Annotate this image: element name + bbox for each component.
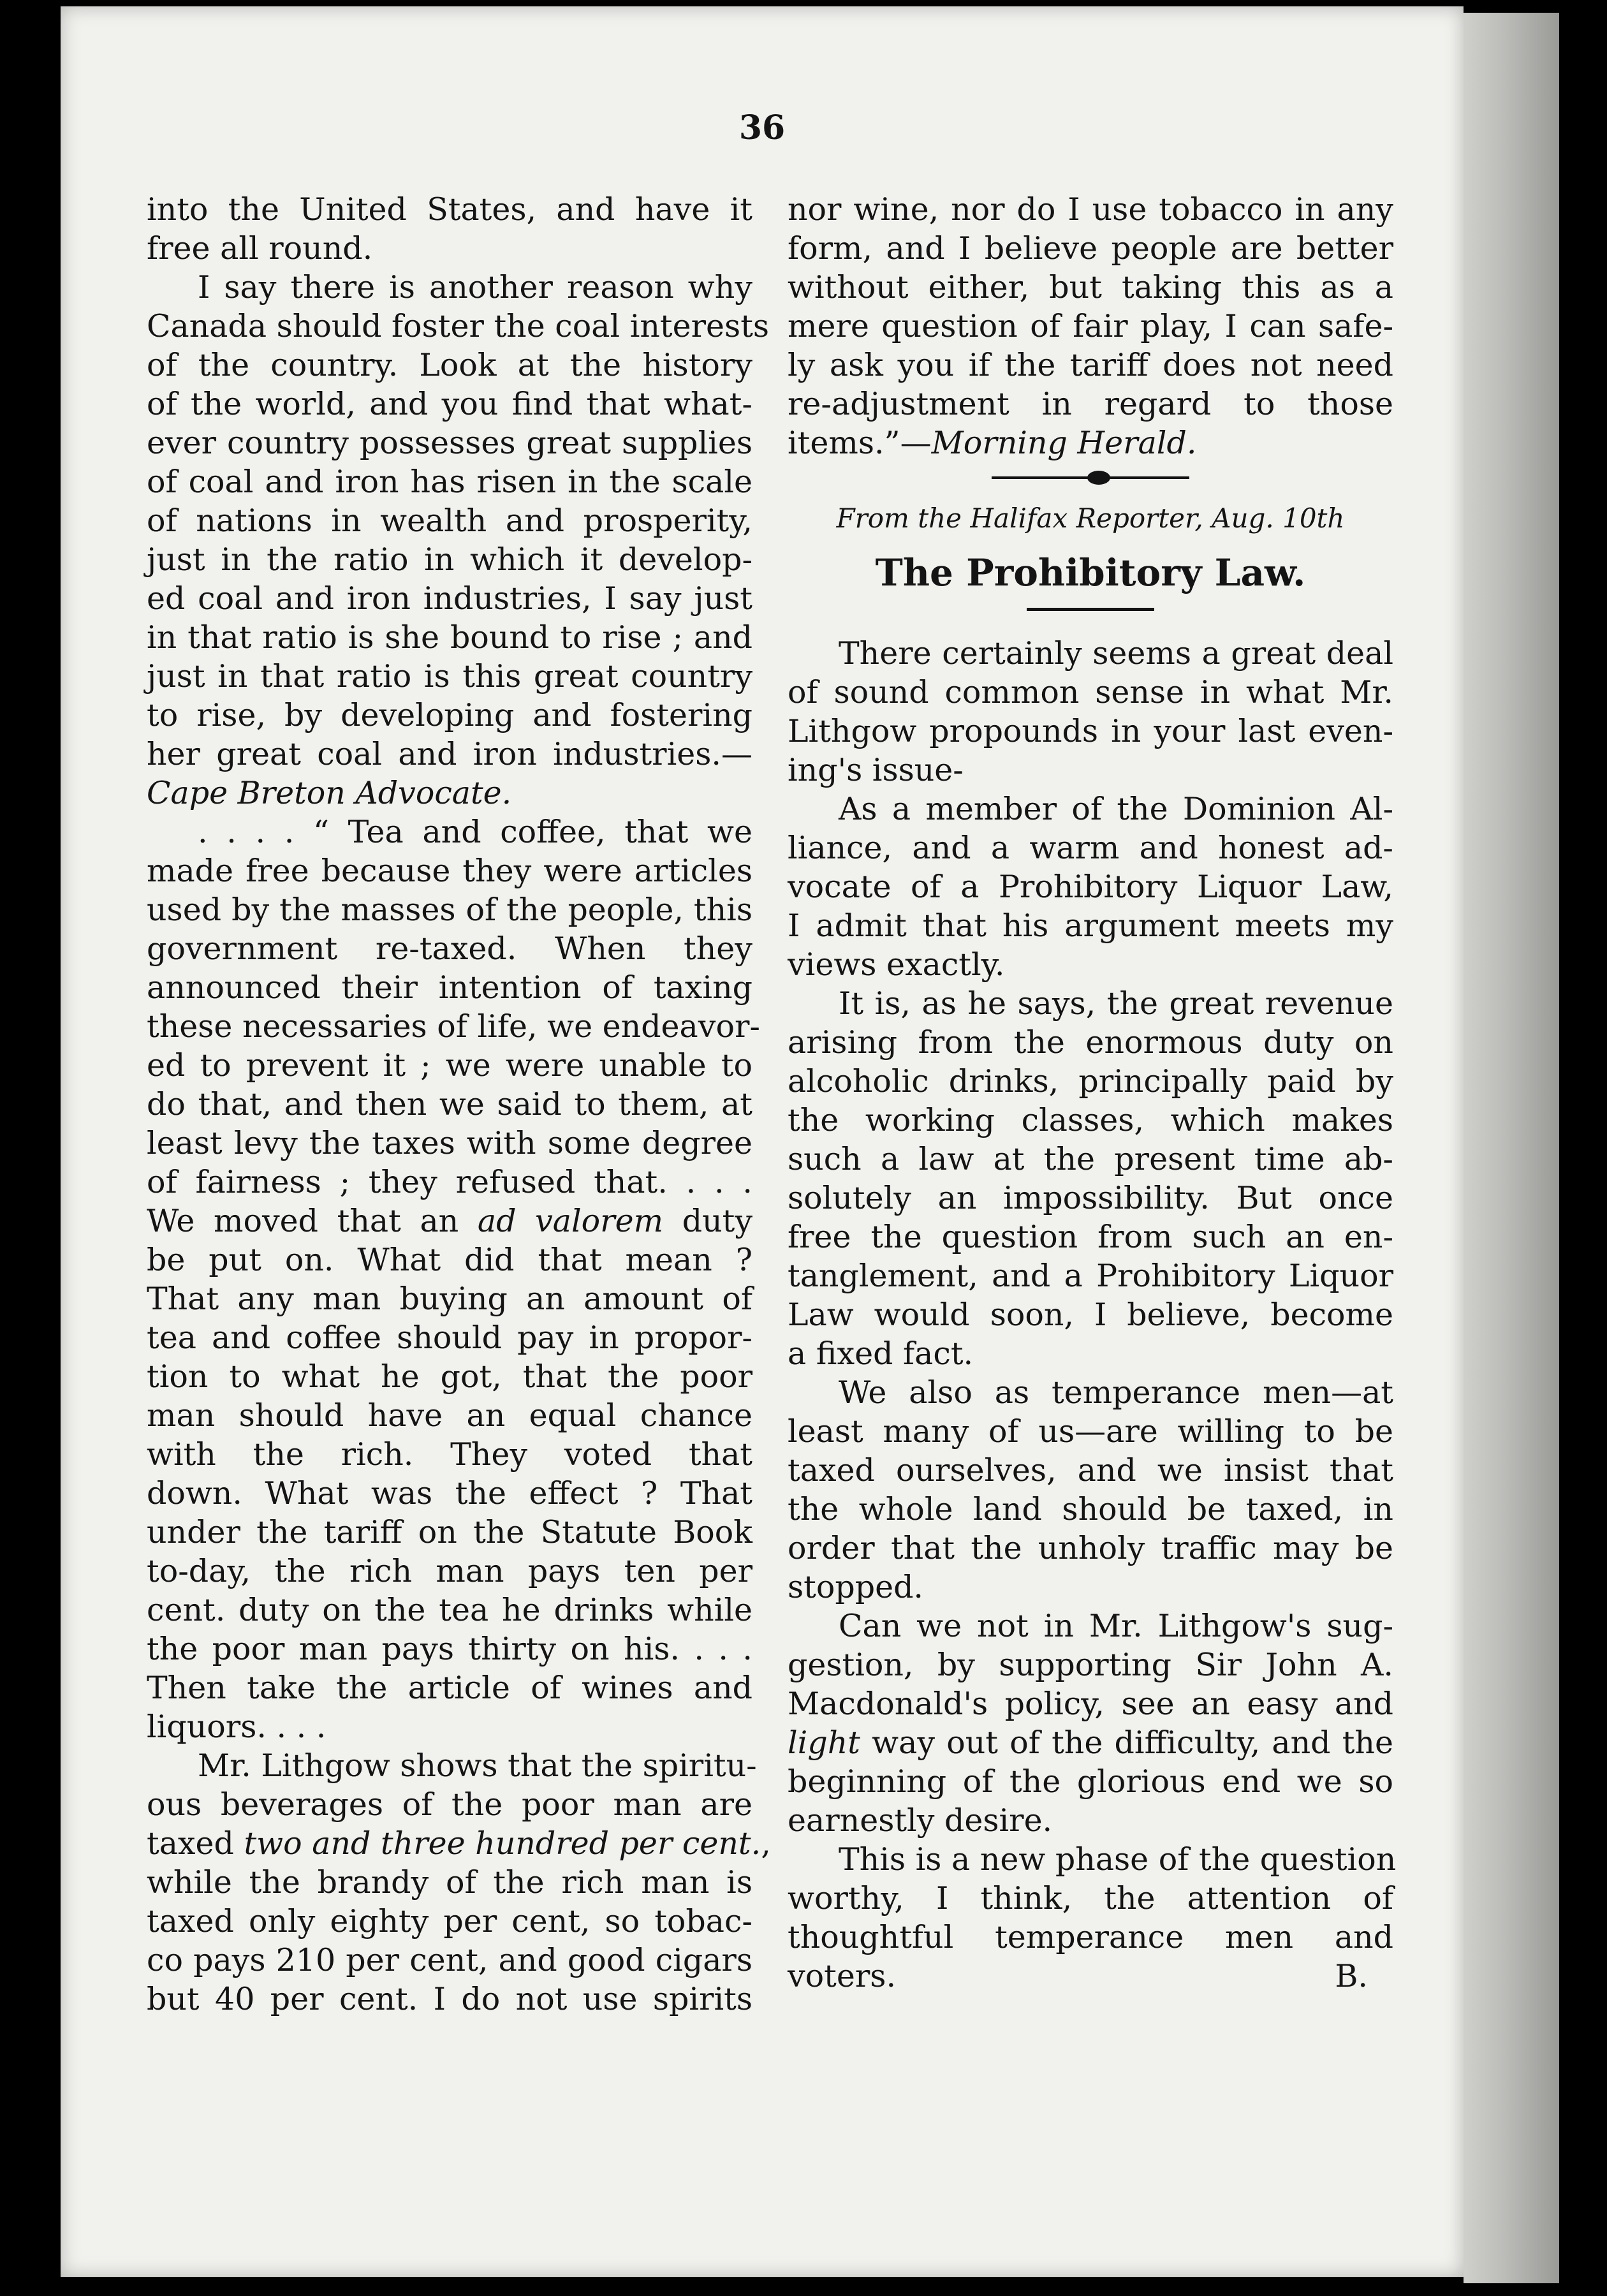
right-column	[788, 190, 1397, 1996]
text-line: I say there is another reason why	[198, 269, 752, 305]
text-line: earnestly desire.	[788, 1802, 1053, 1839]
text-line: with the rich. They voted that	[147, 1436, 752, 1473]
text-line: while the brandy of the rich man is	[147, 1864, 752, 1901]
text-line: of coal and iron has risen in the scale	[147, 464, 752, 500]
text-line: re-adjustment in regard to those	[788, 386, 1393, 422]
text-line: As a member of the Dominion Al-	[839, 791, 1393, 827]
text-line: stopped.	[788, 1569, 924, 1605]
text-line: announced their intention of taxing	[147, 969, 752, 1006]
text-line: but 40 per cent. I do not use spirits	[147, 1981, 752, 2017]
divider-ornament	[1087, 471, 1110, 485]
text-line: ous beverages of the poor man are	[147, 1786, 752, 1823]
adjacent-page-edge	[1464, 13, 1559, 2283]
text-line: alcoholic drinks, principally paid by	[788, 1063, 1393, 1100]
text-line: free the question from such an en-	[788, 1219, 1393, 1255]
text-line: I admit that his argument meets my	[788, 908, 1393, 944]
text-line: just in that ratio is this great country	[147, 658, 752, 695]
previous-article-continuation	[788, 190, 1393, 462]
text-line: ing's issue-	[788, 752, 964, 788]
scan-border-right	[1559, 0, 1607, 2296]
text-line: co pays 210 per cent, and good cigars	[147, 1942, 752, 1978]
text-line: into the United States, and have it	[147, 191, 752, 228]
text-line: gestion, by supporting Sir John A.	[788, 1647, 1393, 1683]
text-line: the poor man pays thirty on his. . . .	[147, 1631, 752, 1667]
text-line: taxed two and three hundred per cent.,	[147, 1825, 771, 1862]
text-line: Macdonald's policy, see an easy and	[788, 1686, 1393, 1722]
text-line: taxed only eighty per cent, so tobac-	[147, 1903, 752, 1939]
text-line: least levy the taxes with some degree	[147, 1125, 752, 1161]
text-line: ly ask you if the tariff does not need	[788, 347, 1393, 383]
text-line: the whole land should be taxed, in	[788, 1491, 1393, 1527]
text-line: That any man buying an amount of	[147, 1281, 752, 1317]
article-headline: The Prohibitory Law.	[875, 551, 1306, 594]
article-body	[788, 634, 1397, 1957]
text-line: Lithgow propounds in your last even-	[788, 713, 1393, 749]
text-line: government re-taxed. When they	[147, 931, 752, 967]
text-line: vocate of a Prohibitory Liquor Law,	[788, 869, 1393, 905]
scan-border-left	[0, 0, 61, 2296]
text-line: thoughtful temperance men and	[788, 1919, 1393, 1955]
text-line: worthy, I think, the attention of	[788, 1880, 1393, 1917]
text-line: Can we not in Mr. Lithgow's sug-	[839, 1608, 1393, 1644]
text-line: made free because they were articles	[147, 853, 752, 889]
text-line: Canada should foster the coal interests	[147, 308, 770, 344]
page-number: 36	[738, 108, 786, 147]
text-line: in that ratio is she bound to rise ; and	[147, 619, 752, 656]
signature: B.	[1335, 1958, 1368, 1994]
text-line: ever country possesses great supplies	[147, 425, 752, 461]
text-line: This is a new phase of the question	[839, 1841, 1397, 1878]
text-line: liance, and a warm and honest ad-	[788, 830, 1393, 866]
text-line: form, and I believe people are better	[788, 230, 1393, 267]
text-line: taxed ourselves, and we insist that	[788, 1452, 1393, 1489]
text-line: the working classes, which makes	[788, 1102, 1393, 1138]
document-page	[61, 6, 1464, 2277]
text-line: without either, but taking this as a	[788, 269, 1393, 305]
text-line: least many of us—are willing to be	[788, 1413, 1393, 1450]
text-line: tanglement, and a Prohibitory Liquor	[788, 1258, 1393, 1294]
text-line: light way out of the difficulty, and the	[788, 1725, 1393, 1761]
text-line: Law would soon, I believe, become	[788, 1297, 1393, 1333]
text-line: down. What was the effect ? That	[147, 1475, 752, 1512]
text-line: to-day, the rich man pays ten per	[147, 1553, 752, 1589]
text-line: man should have an equal chance	[147, 1397, 752, 1434]
left-column	[147, 190, 771, 2019]
text-line: under the tariff on the Statute Book	[147, 1514, 752, 1550]
text-line: of sound common sense in what Mr.	[788, 674, 1393, 710]
text-line: tion to what he got, that the poor	[147, 1358, 752, 1395]
text-line: . . . . “ Tea and coffee, that we	[198, 814, 752, 850]
text-line: such a law at the present time ab-	[788, 1141, 1393, 1177]
closing-text: voters.	[788, 1958, 897, 1994]
text-line: nor wine, nor do I use tobacco in any	[788, 191, 1393, 228]
text-line: of the country. Look at the history	[147, 347, 752, 383]
text-line: do that, and then we said to them, at	[147, 1086, 752, 1122]
text-line: items.”—Morning Herald.	[788, 425, 1197, 461]
text-line: a fixed fact.	[788, 1336, 974, 1372]
text-line: cent. duty on the tea he drinks while	[147, 1592, 752, 1628]
text-line: There certainly seems a great deal	[839, 635, 1393, 672]
headline-underline-rule	[1027, 608, 1154, 611]
text-line: her great coal and iron industries.—	[147, 736, 752, 772]
text-line: We moved that an ad valorem duty	[147, 1203, 753, 1239]
text-line: liquors. . . .	[147, 1709, 327, 1745]
text-line: beginning of the glorious end we so	[788, 1763, 1393, 1800]
text-line: just in the ratio in which it develop-	[147, 541, 752, 578]
text-line: arising from the enormous duty on	[788, 1024, 1393, 1061]
text-line: of nations in wealth and prosperity,	[147, 503, 752, 539]
article-source-line: From the Halifax Reporter, Aug. 10th	[836, 503, 1345, 534]
text-line: free all round.	[147, 230, 373, 267]
closing-line	[788, 1957, 1393, 1996]
text-line: It is, as he says, the great revenue	[839, 985, 1393, 1022]
text-line: Then take the article of wines and	[147, 1670, 752, 1706]
text-line: tea and coffee should pay in propor-	[147, 1320, 752, 1356]
section-divider-rule	[992, 476, 1189, 479]
text-line: We also as temperance men—at	[839, 1374, 1393, 1411]
text-line: of the world, and you find that what-	[147, 386, 752, 422]
text-line: used by the masses of the people, this	[147, 892, 752, 928]
text-line: ed to prevent it ; we were unable to	[147, 1047, 752, 1084]
text-line: to rise, by developing and fostering	[147, 697, 752, 733]
text-line: solutely an impossibility. But once	[788, 1180, 1393, 1216]
text-line: these necessaries of life, we endeavor-	[147, 1008, 760, 1045]
text-line: Mr. Lithgow shows that the spiritu-	[198, 1748, 757, 1784]
text-line: Cape Breton Advocate.	[147, 775, 512, 811]
text-line: views exactly.	[788, 946, 1005, 983]
text-line: mere question of fair play, I can safe-	[788, 308, 1393, 344]
text-line: ed coal and iron industries, I say just	[147, 580, 752, 617]
text-line: order that the unholy traffic may be	[788, 1530, 1393, 1566]
text-line: be put on. What did that mean ?	[147, 1242, 752, 1278]
text-line: of fairness ; they refused that. . . .	[147, 1164, 752, 1200]
